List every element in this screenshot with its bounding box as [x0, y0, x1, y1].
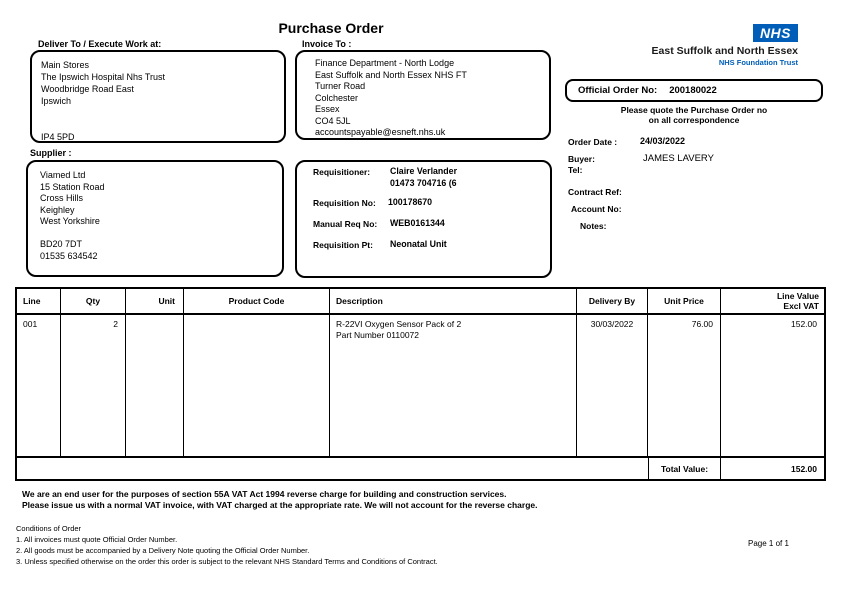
- condition-item: 2. All goods must be accompanied by a Delivery Note quoting the Official Order Number.: [16, 546, 310, 555]
- requisitioner-name: Claire Verlander: [390, 166, 457, 176]
- header-unit-price: Unit Price: [648, 289, 721, 313]
- requisition-no-label: Requisition No:: [313, 198, 376, 208]
- trust-name: East Suffolk and North Essex: [651, 45, 798, 57]
- address-line: BD20 7DT: [40, 239, 83, 249]
- buyer-label: Buyer:: [568, 154, 595, 164]
- header-qty: Qty: [61, 289, 126, 313]
- address-line: [41, 119, 284, 131]
- condition-item: 3. Unless specified otherwise on the order this order is subject to the relevant NHS Standard Terms and Conditions of Contract.: [16, 557, 438, 566]
- tel-label: Tel:: [568, 165, 583, 175]
- table-total-row: [17, 456, 824, 479]
- condition-item: 1. All invoices must quote Official Order Number.: [16, 535, 178, 544]
- address-line: The Ipswich Hospital Nhs Trust: [41, 72, 166, 82]
- supplier-address: [28, 162, 282, 262]
- trust-subtitle: NHS Foundation Trust: [718, 58, 798, 67]
- official-order-no: 200180022: [669, 85, 717, 96]
- address-line: Keighley: [40, 204, 75, 215]
- header-product-code: Product Code: [184, 289, 330, 313]
- order-date: 24/03/2022: [640, 136, 686, 146]
- address-line: Turner Road: [315, 81, 366, 91]
- quote-note: [565, 105, 823, 125]
- cell-line: 001: [17, 315, 61, 456]
- official-order-no-box: [565, 79, 823, 102]
- cell-description: R-22VI Oxygen Sensor Pack of 2 Part Number 0110072: [330, 315, 577, 456]
- vat-notice-line2: Please issue us with a normal VAT invoice, with VAT charged at the appropriate rate. We will not account for the reverse charge.: [22, 500, 538, 510]
- nhs-logo: NHS: [753, 24, 798, 42]
- total-value-label: Total Value:: [648, 458, 721, 479]
- address-line: Viamed Ltd: [40, 170, 86, 180]
- supplier-phone: 01535 634542: [40, 250, 98, 261]
- address-line: West Yorkshire: [40, 216, 100, 226]
- nhs-logo-block: [600, 24, 798, 67]
- deliver-to-address: [32, 52, 284, 143]
- cell-line-value: 152.00: [791, 319, 817, 329]
- header-line-value: Line Value Excl VAT: [776, 291, 819, 311]
- deliver-to-box: [30, 50, 286, 143]
- official-order-no-label: Official Order No:: [578, 85, 658, 96]
- header-unit: Unit: [126, 289, 184, 313]
- quote-note-line1: Please quote the Purchase Order no: [620, 105, 768, 115]
- items-table: [15, 287, 826, 481]
- address-line: Main Stores: [41, 60, 90, 70]
- contract-ref-label: Contract Ref:: [568, 187, 622, 197]
- supplier-box: [26, 160, 284, 277]
- table-header-row: [17, 289, 824, 315]
- deliver-to-label: Deliver To / Execute Work at:: [38, 39, 162, 49]
- address-line: 15 Station Road: [40, 181, 105, 192]
- cell-unit-price: 76.00: [648, 315, 721, 456]
- cell-unit: [126, 315, 184, 456]
- address-line: CO4 5JL: [315, 115, 351, 126]
- quote-note-line2: on all correspondence: [648, 115, 740, 125]
- requisitioner-label: Requisitioner:: [313, 167, 371, 177]
- cell-qty: 2: [61, 315, 126, 456]
- requisition-no: 100178670: [388, 197, 433, 207]
- total-value: 152.00: [791, 463, 817, 474]
- address-line: Cross Hills: [40, 193, 84, 203]
- address-line: [40, 228, 282, 240]
- supplier-label: Supplier :: [30, 148, 72, 158]
- vat-notice-line1: We are an end user for the purposes of section 55A VAT Act 1994 reverse charge for building and construction services.: [22, 489, 507, 499]
- page-title: Purchase Order: [278, 20, 384, 36]
- requisitioner-phone: 01473 704716 (6: [390, 178, 457, 188]
- notes-label: Notes:: [580, 221, 607, 231]
- address-line: East Suffolk and North Essex NHS FT: [315, 69, 467, 80]
- table-row: [17, 315, 824, 456]
- page-number: Page 1 of 1: [748, 539, 789, 548]
- address-line: IP4 5PD: [41, 132, 75, 142]
- order-date-label: Order Date :: [568, 137, 618, 147]
- manual-req-no-label: Manual Req No:: [313, 219, 378, 229]
- cell-delivery-by: 30/03/2022: [577, 315, 648, 456]
- address-line: [41, 107, 284, 119]
- manual-req-no: WEB0161344: [390, 218, 445, 228]
- address-line: Colchester: [315, 92, 359, 103]
- address-line: Essex: [315, 104, 340, 114]
- cell-product-code: [184, 315, 330, 456]
- buyer-name: JAMES LAVERY: [643, 153, 714, 164]
- conditions-title: Conditions of Order: [16, 524, 82, 533]
- header-delivery-by: Delivery By: [577, 289, 648, 313]
- address-line: Finance Department - North Lodge: [315, 58, 455, 68]
- address-line: Ipswich: [41, 96, 72, 106]
- requisition-pt-label: Requisition Pt:: [313, 240, 373, 250]
- invoice-to-address: [297, 52, 549, 139]
- account-no-label: Account No:: [571, 204, 622, 214]
- header-description: Description: [330, 289, 577, 313]
- header-line: Line: [17, 289, 61, 313]
- address-line: accountspayable@esneft.nhs.uk: [315, 127, 446, 137]
- address-line: Woodbridge Road East: [41, 84, 134, 94]
- invoice-to-box: [295, 50, 551, 140]
- invoice-to-label: Invoice To :: [302, 39, 352, 49]
- requisition-pt: Neonatal Unit: [390, 239, 447, 249]
